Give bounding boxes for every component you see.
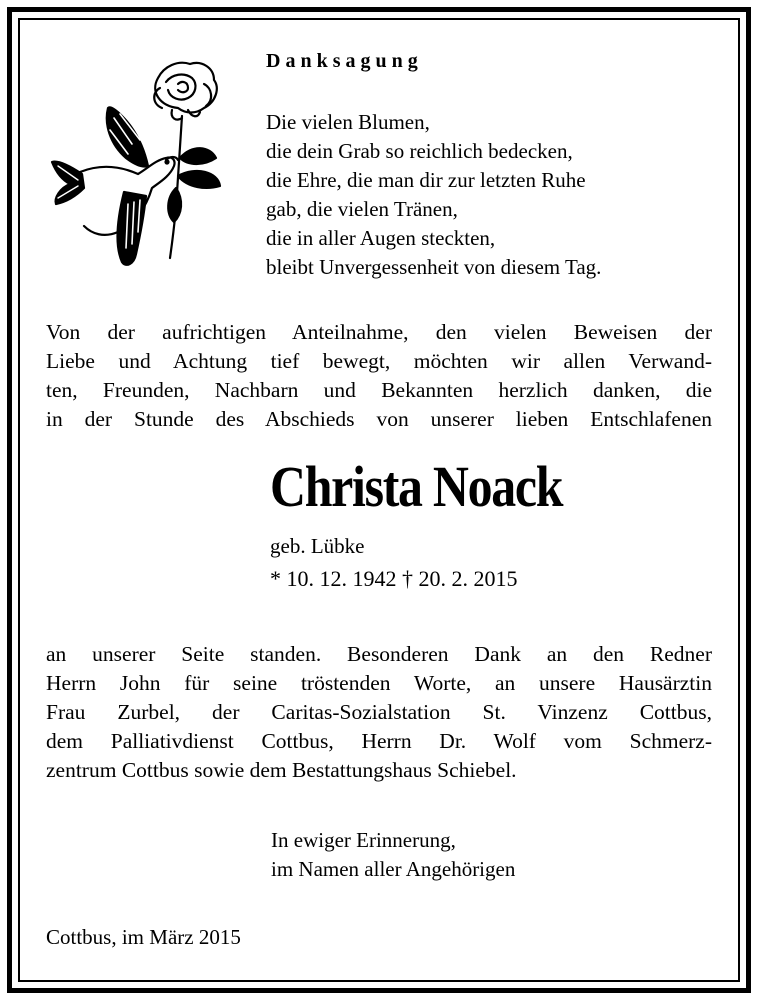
thanks-paragraph — [46, 640, 712, 785]
notice-title: Danksagung — [266, 50, 423, 72]
birth-name: geb. Lübke — [270, 534, 365, 558]
intro-line: Liebe und Achtung tief bewegt, möchten wir allen Verwand- — [46, 349, 712, 373]
intro-line: in der Stunde des Abschieds von unserer lieben Entschlafenen — [46, 407, 712, 431]
intro-line: Von der aufrichtigen Anteilnahme, den vielen Beweisen der — [46, 320, 712, 344]
poem-line: die Ehre, die man dir zur letzten Ruhe — [266, 168, 586, 192]
dove-with-rose-icon — [48, 48, 238, 278]
intro-paragraph — [46, 318, 712, 434]
poem-line: Die vielen Blumen, — [266, 110, 430, 134]
poem-line: die dein Grab so reichlich bedecken, — [266, 139, 573, 163]
intro-line: ten, Freunden, Nachbarn und Bekannten herzlich danken, die — [46, 378, 712, 402]
thanks-line: Frau Zurbel, der Caritas-Sozialstation St. Vinzenz Cottbus, — [46, 700, 712, 724]
place-date: Cottbus, im März 2015 — [46, 925, 241, 949]
closing-lines — [271, 826, 515, 884]
poem-line: die in aller Augen steckten, — [266, 226, 496, 250]
poem-line: gab, die vielen Tränen, — [266, 197, 458, 221]
thanks-line: zentrum Cottbus sowie dem Bestattungshaus Schiebel. — [46, 758, 517, 782]
thanks-line: an unserer Seite standen. Besonderen Dank an den Redner — [46, 642, 712, 666]
thanks-line: Herrn John für seine tröstenden Worte, an unsere Hausärztin — [46, 671, 712, 695]
poem — [266, 108, 601, 282]
thanks-line: dem Palliativdienst Cottbus, Herrn Dr. Wolf vom Schmerz- — [46, 729, 712, 753]
closing-line: In ewiger Erinnerung, — [271, 828, 456, 852]
deceased-name: Christa Noack — [270, 454, 563, 519]
life-dates: * 10. 12. 1942 † 20. 2. 2015 — [270, 566, 518, 591]
closing-line: im Namen aller Angehörigen — [271, 857, 516, 881]
poem-line: bleibt Unvergessenheit von diesem Tag. — [266, 255, 602, 279]
